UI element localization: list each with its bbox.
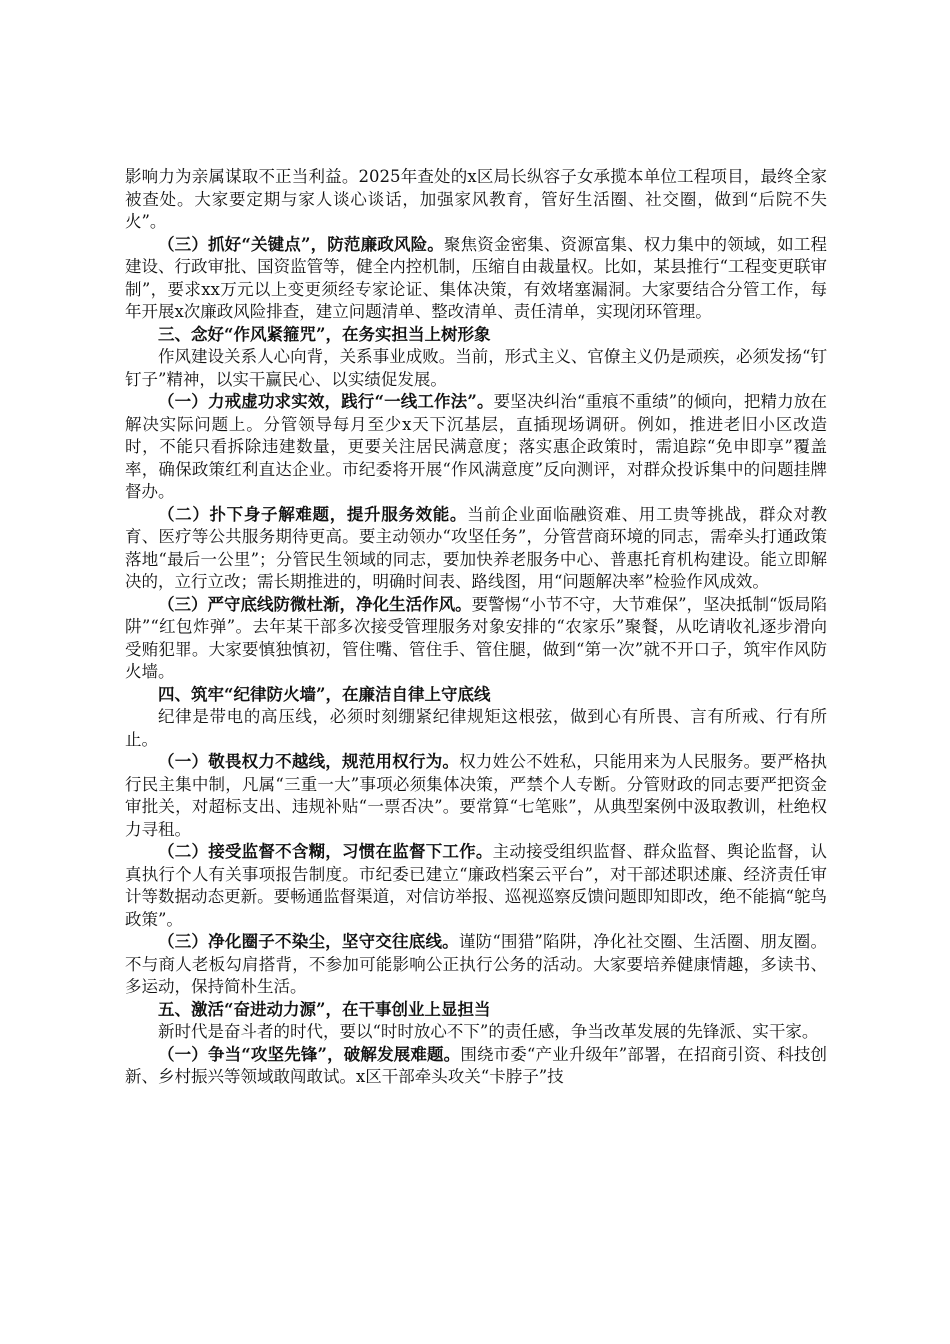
paragraph-lead: （三）抓好“关键点”，防范廉政风险。: [158, 234, 444, 254]
paragraph-6: [125, 504, 827, 594]
paragraph-text: 要坚决纠治“重痕不重绩”的倾向，把精力放在解决实际问题上。分管领导每月至少x天下沉基层，直插现场调研。例如，推进老旧小区改造时，不能只看拆除违建数量，更要关注居民满意度；落实惠企政策时，需追踪“免申即享”覆盖率，确保政策红利直达企业。市纪委将开展“作风满意度”反向测评，对群众投诉集中的问题挂牌督办。: [125, 392, 828, 501]
document-body: [125, 166, 827, 1089]
paragraph-text: 新时代是奋斗者的时代，要以“时时放心不下”的责任感，争当改革发展的先锋派、实干家。: [158, 1022, 819, 1041]
paragraph-15: [125, 1044, 827, 1089]
section-heading-4: 四、筑牢“纪律防火墙”，在廉洁自律上守底线: [158, 684, 491, 704]
paragraph-14: [125, 1021, 827, 1044]
paragraph-text: 要警惕“小节不守，大节难保”，坚决抵制“饭局陷阱”“红包炸弹”。去年某干部多次接受管理服务对象安排的“农家乐”聚餐，从吃请收礼逐步滑向受贿犯罪。大家要慎独慎初，管住嘴、管住手、管住腿，做到“第一次”就不开口子，筑牢作风防火墙。: [125, 594, 828, 681]
paragraph-text: 作风建设关系人心向背，关系事业成败。当前，形式主义、官僚主义仍是顽疾，必须发扬“钉钉子”精神，以实干赢民心、以实绩促发展。: [125, 347, 827, 389]
paragraph-text: 围绕市委“产业升级年”部署，在招商引资、科技创新、乡村振兴等领域敢闯敢试。x区干部牵头攻关“卡脖子”技: [125, 1044, 827, 1086]
section-heading-5: 五、激活“奋进动力源”，在干事创业上显担当: [158, 999, 491, 1019]
section-heading-3: 三、念好“作风紧箍咒”，在务实担当上树形象: [158, 324, 491, 344]
paragraph-5: [125, 391, 827, 504]
paragraph-text: 权力姓公不姓私，只能用来为人民服务。要严格执行民主集中制，凡属“三重一大”事项必须集体决策，严禁个人专断。分管财政的同志要严把资金审批关，对超标支出、违规补贴“一票否决”。要常算“七笔账”，从典型案例中汲取教训，杜绝权力寻租。: [125, 752, 828, 839]
paragraph-text: 纪律是带电的高压线，必须时刻绷紧纪律规矩这根弦，做到心有所畏、言有所戒、行有所止。: [125, 707, 827, 749]
paragraph-lead: （三）净化圈子不染尘，坚守交往底线。: [158, 932, 459, 951]
paragraph-7: [125, 594, 827, 684]
paragraph-10: [125, 751, 827, 841]
paragraph-1: [125, 166, 827, 234]
paragraph-lead: （二）扑下身子解难题，提升服务效能。: [158, 504, 468, 524]
paragraph-4: [125, 346, 827, 391]
paragraph-9: [125, 706, 827, 751]
paragraph-lead: （一）争当“攻坚先锋”，破解发展难题。: [158, 1044, 461, 1064]
paragraph-text: 影响力为亲属谋取不正当利益。2025年查处的x区局长纵容子女承揽本单位工程项目，最终全家被查处。大家要定期与家人谈心谈话，加强家风教育，管好生活圈、社交圈，做到“后院不失火”。: [125, 167, 827, 231]
paragraph-lead: （二）接受监督不含糊，习惯在监督下工作。: [158, 842, 493, 861]
paragraph-lead: （一）敬畏权力不越线，规范用权行为。: [158, 752, 460, 771]
paragraph-text: 主动接受组织监督、群众监督、舆论监督，认真执行个人有关事项报告制度。市纪委已建立“廉政档案云平台”，对干部述职述廉、经济责任审计等数据动态更新。要畅通监督渠道，对信访举报、巡视巡察反馈问题即知即改，绝不能搞“鸵鸟政策”。: [125, 842, 828, 929]
paragraph-lead: （三）严守底线防微杜渐，净化生活作风。: [158, 594, 472, 614]
paragraph-text: 谨防“围猎”陷阱，净化社交圈、生活圈、朋友圈。不与商人老板勾肩搭背，不参加可能影响公正执行公务的活动。大家要培养健康情趣，多读书、多运动，保持简朴生活。: [125, 932, 828, 996]
paragraph-11: [125, 841, 827, 931]
paragraph-text: 聚焦资金密集、资源富集、权力集中的领域，如工程建设、行政审批、国资监管等，健全内控机制，压缩自由裁量权。比如，某县推行“工程变更联审制”，要求xx万元以上变更须经专家论证、集体决策，有效堵塞漏洞。大家要结合分管工作，每年开展x次廉政风险排查，建立问题清单、整改清单、责任清单，实现闭环管理。: [125, 234, 828, 321]
paragraph-text: 当前企业面临融资难、用工贵等挑战，群众对教育、医疗等公共服务期待更高。要主动领办“攻坚任务”，分管营商环境的同志，需牵头打通政策落地“最后一公里”；分管民生领域的同志，要加快养老服务中心、普惠托育机构建设。能立即解决的，立行立改；需长期推进的，明确时间表、路线图，用“问题解决率”检验作风成效。: [125, 504, 828, 591]
paragraph-2: [125, 234, 827, 324]
paragraph-lead: （一）力戒虚功求实效，践行“一线工作法”。: [158, 392, 494, 411]
paragraph-12: [125, 931, 827, 999]
